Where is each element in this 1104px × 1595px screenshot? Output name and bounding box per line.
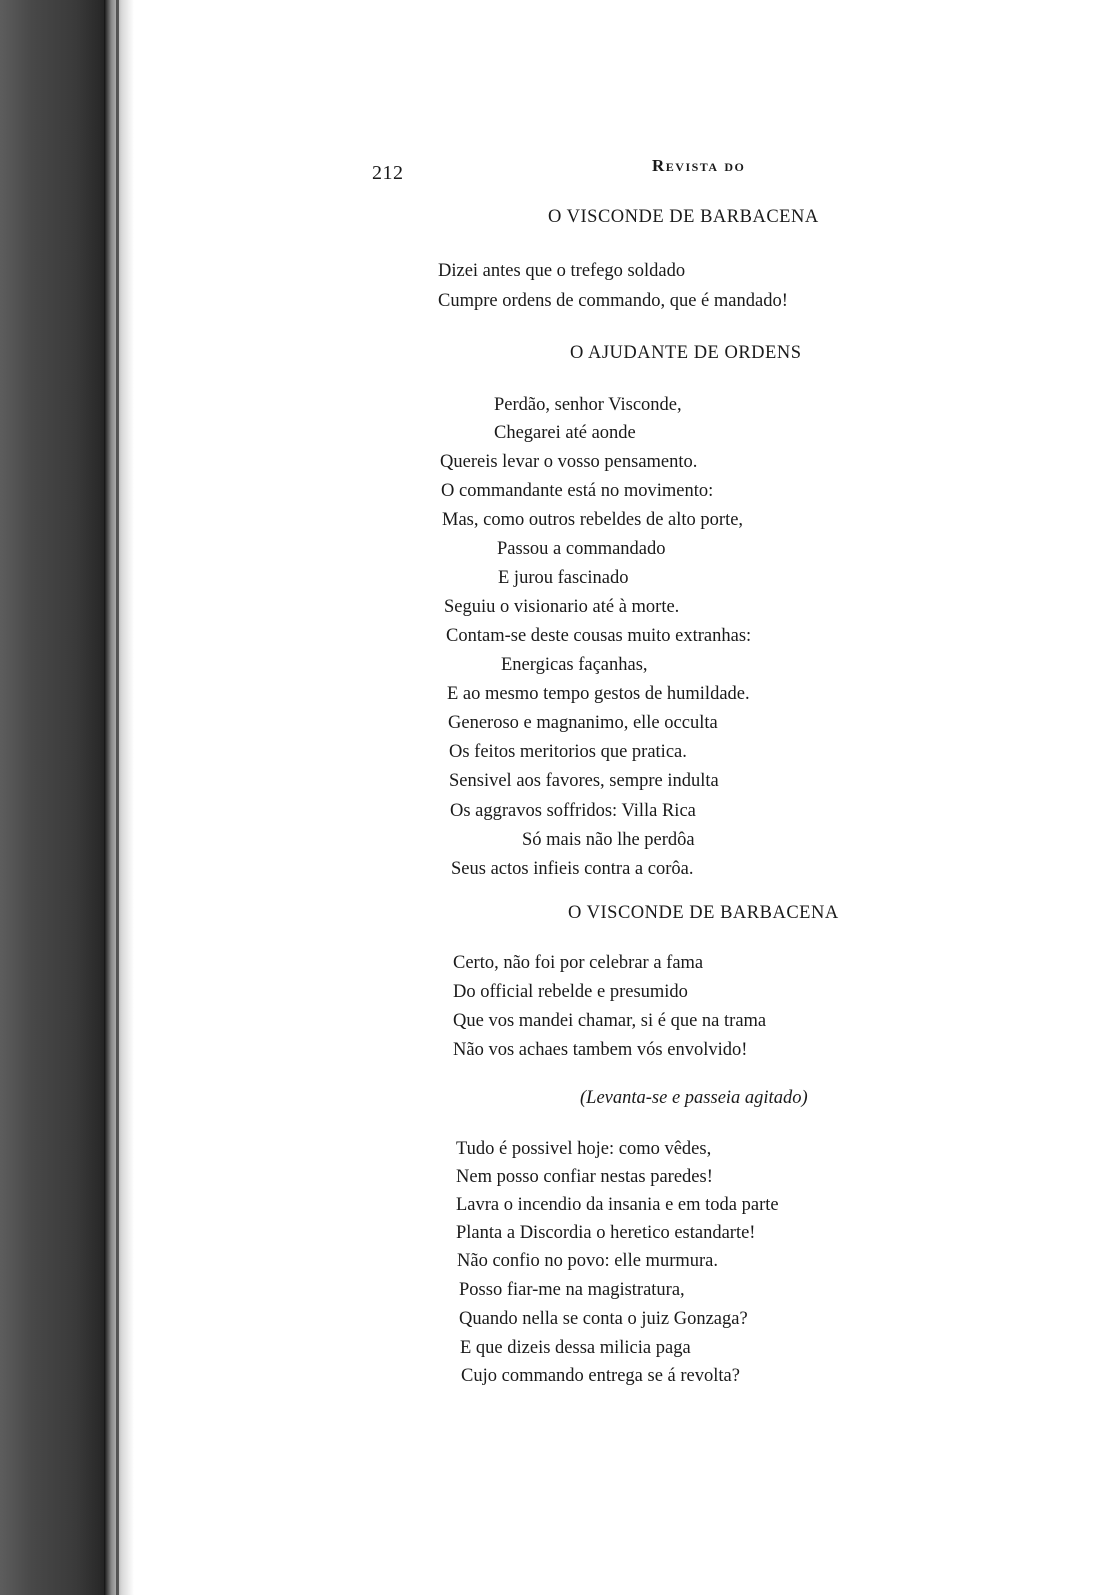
verse-line: E ao mesmo tempo gestos de humildade.: [447, 684, 750, 704]
verse-line: Chegarei até aonde: [494, 423, 636, 443]
stage-direction: (Levanta-se e passeia agitado): [580, 1088, 808, 1108]
speaker-heading: O AJUDANTE DE ORDENS: [570, 343, 802, 363]
verse-line: Sensivel aos favores, sempre indulta: [449, 771, 719, 791]
verse-line: E que dizeis dessa milicia paga: [460, 1338, 691, 1358]
speaker-heading: O VISCONDE DE BARBACENA: [568, 903, 839, 923]
verse-line: Seguiu o visionario até à morte.: [444, 597, 680, 617]
verse-line: Que vos mandei chamar, si é que na trama: [453, 1011, 767, 1031]
verse-line: Quando nella se conta o juiz Gonzaga?: [459, 1309, 748, 1329]
verse-line: Quereis levar o vosso pensamento.: [440, 452, 698, 472]
verse-line: Os feitos meritorios que pratica.: [449, 742, 687, 762]
verse-line: Posso fiar-me na magistratura,: [459, 1280, 685, 1300]
verse-line: Nem posso confiar nestas paredes!: [456, 1167, 713, 1187]
verse-line: Energicas façanhas,: [501, 655, 648, 675]
verse-line: Mas, como outros rebeldes de alto porte,: [442, 510, 744, 530]
verse-line: Só mais não lhe perdôa: [522, 830, 695, 850]
verse-line: Seus actos infieis contra a corôa.: [451, 859, 694, 879]
verse-line: Perdão, senhor Visconde,: [494, 395, 682, 415]
verse-line: Contam-se deste cousas muito extranhas:: [446, 626, 752, 646]
verse-line: Lavra o incendio da insania e em toda parte: [456, 1195, 779, 1215]
verse-line: Tudo é possivel hoje: como vêdes,: [456, 1139, 712, 1159]
verse-line: Não confio no povo: elle murmura.: [457, 1251, 718, 1271]
running-title: Revista do: [652, 156, 746, 175]
verse-line: Não vos achaes tambem vós envolvido!: [453, 1040, 748, 1060]
verse-line: Cujo commando entrega se á revolta?: [461, 1366, 740, 1386]
verse-line: Os aggravos soffridos: Villa Rica: [450, 801, 696, 821]
verse-line: Passou a commandado: [497, 539, 666, 559]
verse-line: Do official rebelde e presumido: [453, 982, 688, 1002]
verse-line: Generoso e magnanimo, elle occulta: [448, 713, 718, 733]
speaker-heading: O VISCONDE DE BARBACENA: [548, 207, 819, 227]
verse-line: E jurou fascinado: [498, 568, 629, 588]
verse-line: Dizei antes que o trefego soldado: [438, 261, 686, 281]
verse-line: Planta a Discordia o heretico estandarte!: [456, 1223, 756, 1243]
verse-line: Certo, não foi por celebrar a fama: [453, 953, 704, 973]
verse-line: Cumpre ordens de commando, que é mandado!: [438, 291, 788, 311]
page-number: 212: [372, 162, 404, 184]
verse-line: O commandante está no movimento:: [441, 481, 714, 501]
